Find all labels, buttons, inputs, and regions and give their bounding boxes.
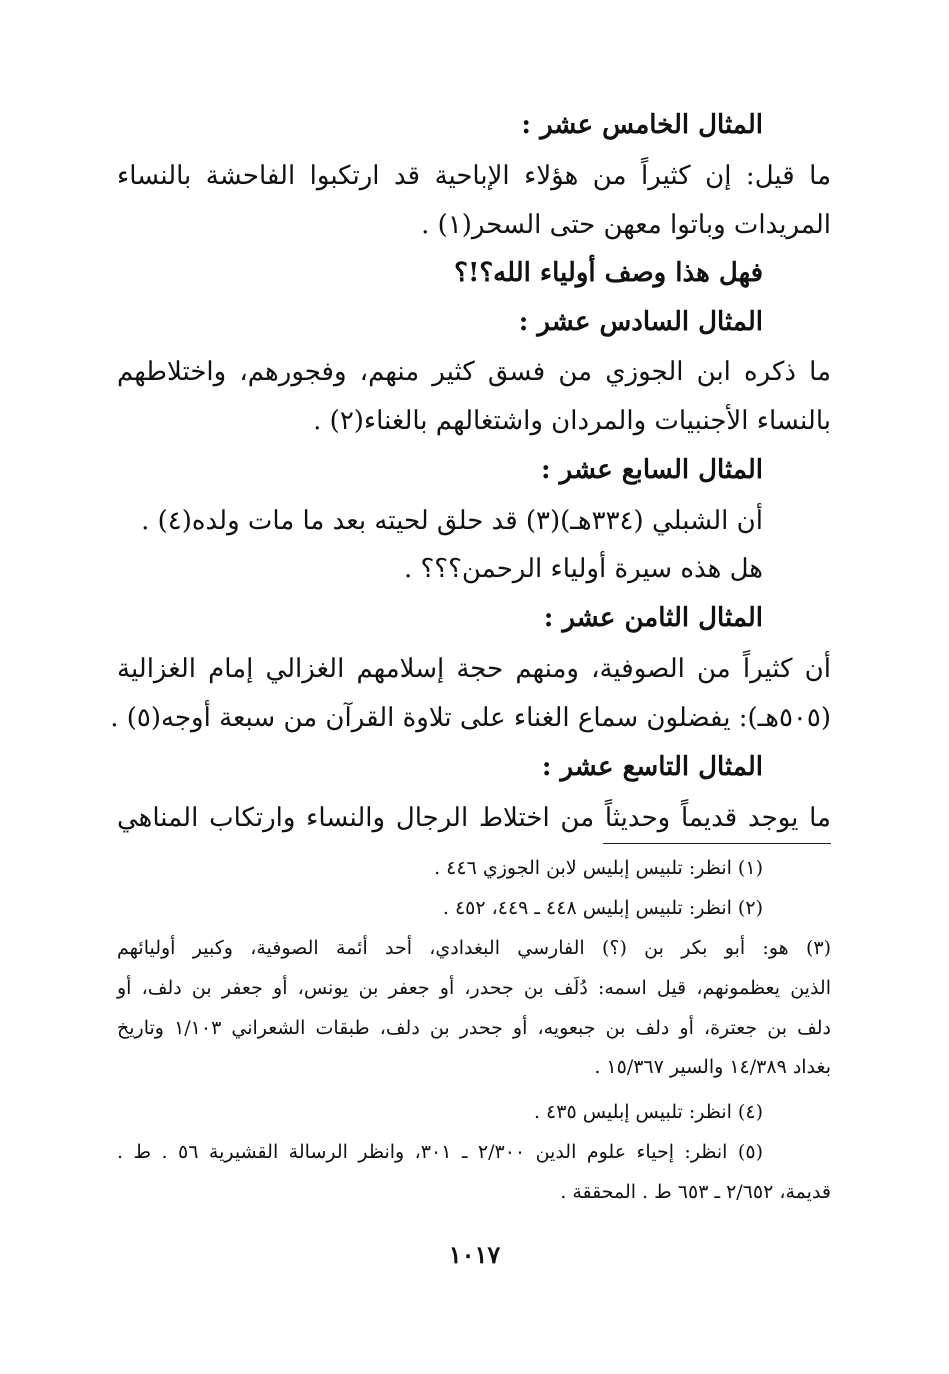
heading-example-15: المثال الخامس عشر : (521, 110, 763, 140)
footnote-2: (٢) انظر: تلبيس إبليس ٤٤٨ ـ ٤٤٩، ٤٥٢ . (442, 897, 763, 919)
heading-example-19: المثال التاسع عشر : (541, 752, 763, 782)
footnote-1: (١) انظر: تلبيس إبليس لابن الجوزي ٤٤٦ . (434, 857, 763, 879)
footnote-separator (603, 843, 831, 844)
heading-example-17: المثال السابع عشر : (541, 455, 763, 485)
text-line: أن الشبلي (٣٣٤هـ)(٣) قد حلق لحيته بعد ما مات ولده(٤) . (141, 506, 763, 536)
text-line: ما قيل: إن كثيراً من هؤلاء الإباحية قد ارتكبوا الفاحشة بالنساء (117, 161, 831, 191)
footnote-5-line: (٥) انظر: إحياء علوم الدين ٢/٣٠٠ ـ ٣٠١، وانظر الرسالة القشيرية ٥٦ . ط . (117, 1141, 763, 1163)
text-line: (٥٠٥هـ): يفضلون سماع الغناء على تلاوة القرآن من سبعة أوجه(٥) . (110, 703, 831, 733)
question-line: فهل هذا وصف أولياء الله؟!؟ (454, 258, 763, 288)
text-line: المريدات وباتوا معهن حتى السحر(١) . (421, 210, 831, 240)
text-line: أن كثيراً من الصوفية، ومنهم حجة إسلامهم الغزالي إمام الغزالية (117, 654, 831, 684)
heading-example-16: المثال السادس عشر : (518, 307, 763, 337)
text-line: ما يوجد قديماً وحديثاً من اختلاط الرجال والنساء وارتكاب المناهي (117, 803, 831, 833)
page-number: ١٠١٧ (448, 1240, 501, 1269)
text-line: بالنساء الأجنبيات والمردان واشتغالهم بالغناء(٢) . (313, 406, 831, 436)
question-line: هل هذه سيرة أولياء الرحمن؟؟؟ . (403, 554, 763, 584)
footnote-3-line: بغداد ١٤/٣٨٩ والسير ١٥/٣٦٧ . (594, 1056, 831, 1078)
text-line: ما ذكره ابن الجوزي من فسق كثير منهم، وفجورهم، واختلاطهم (117, 357, 831, 387)
heading-example-18: المثال الثامن عشر : (543, 603, 763, 633)
footnote-4: (٤) انظر: تلبيس إبليس ٤٣٥ . (533, 1101, 763, 1123)
footnote-3-line: (٣) هو: أبو بكر بن (؟) الفارسي البغدادي، أحد أئمة الصوفية، وكبير أوليائهم (117, 937, 831, 959)
footnote-3-line: دلف بن جعترة، أو دلف بن جبعويه، أو جحدر بن دلف، طبقات الشعراني ١/١٠٣ وتاريخ (117, 1017, 831, 1039)
footnote-3-line: الذين يعظمونهم، قيل اسمه: دُلَف بن جحدر، أو جعفر بن يونس، أو جعفر بن دلف، أو (117, 977, 831, 999)
footnote-5-line: قديمة، ٢/٦٥٢ ـ ٦٥٣ ط . المحققة . (560, 1181, 831, 1203)
